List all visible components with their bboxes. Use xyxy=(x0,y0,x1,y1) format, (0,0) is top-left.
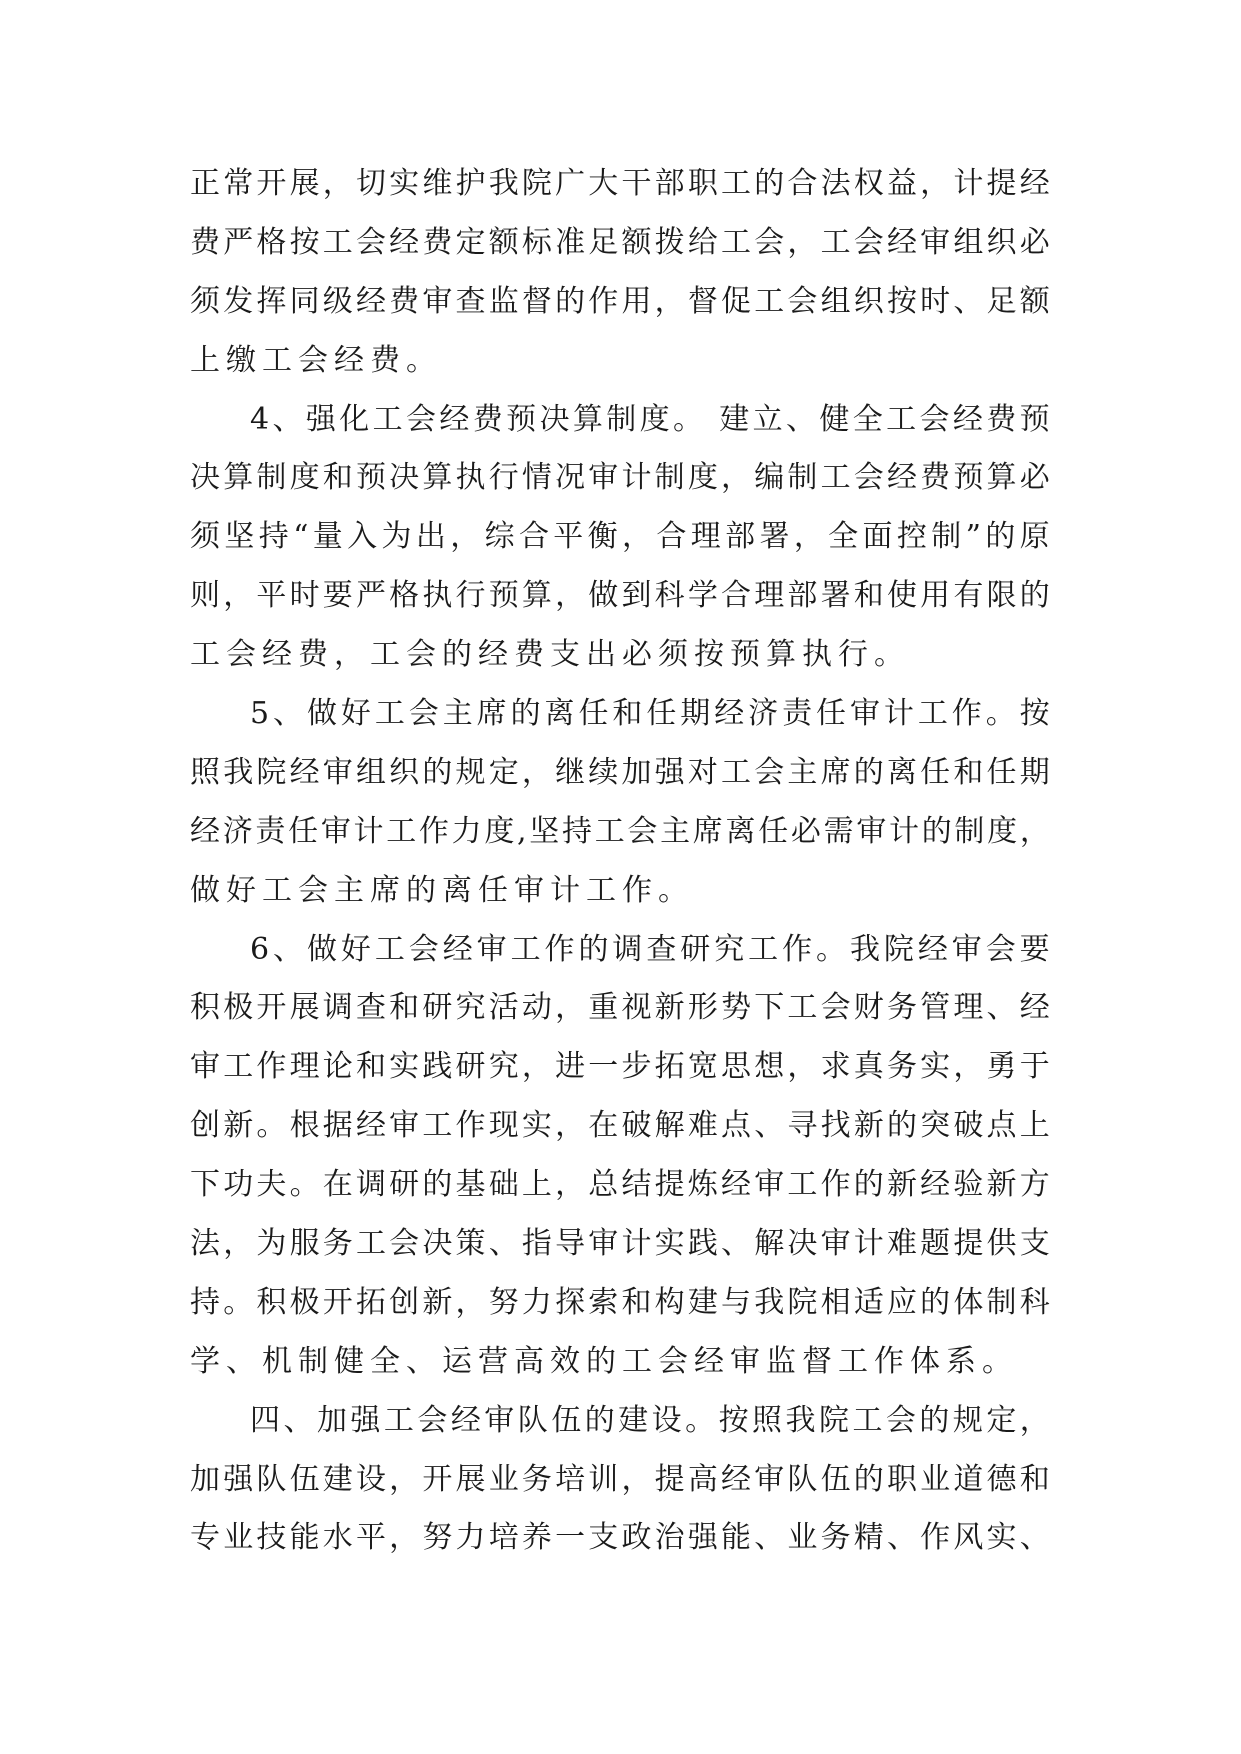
text-line: 费 严 格 按 工 会 经 费 定 额 标 准 足 额 拨 给 工 会 ， 工 会 经 审 组 织 必 xyxy=(190,224,1050,260)
text-line: 正 常 开 展 ， 切 实 维 护 我 院 广 大 干 部 职 工 的 合 法 权 益 ， 计 提 经 xyxy=(190,166,1050,201)
text-line: 决 算 制 度 和 预 决 算 执 行 情 况 审 计 制 度 ， 编 制 工 会 经 费 预 算 必 xyxy=(190,460,1050,496)
text-line: 4 、 强 化 工 会 经 费 预 决 算 制 度 。 建 立 、 健 全 工 会 经 费 预 xyxy=(250,401,1050,437)
text-line: 加 强 队 伍 建 设 ， 开 展 业 务 培 训 ， 提 高 经 审 队 伍 的 职 业 道 德 和 xyxy=(190,1461,1050,1497)
text-line: 6 、 做 好 工 会 经 审 工 作 的 调 查 研 究 工 作 。 我 院 经 审 会 要 xyxy=(250,931,1050,967)
document-body xyxy=(190,155,1050,1568)
text-line: 持 。 积 极 开 拓 创 新 ， 努 力 探 索 和 构 建 与 我 院 相 适 应 的 体 制 科 xyxy=(190,1284,1050,1320)
text-line: 则 ， 平 时 要 严 格 执 行 预 算 ， 做 到 科 学 合 理 部 署 和 使 用 有 限 的 xyxy=(190,578,1050,614)
text-line: 工会经费，工会的经费支出必须按预算执行。 xyxy=(190,637,910,673)
text-line: 照 我 院 经 审 组 织 的 规 定 ， 继 续 加 强 对 工 会 主 席 的 离 任 和 任 期 xyxy=(190,754,1050,790)
text-line: 上缴工会经费。 xyxy=(190,342,442,378)
text-line: 须 坚 持 “ 量 入 为 出 ， 综 合 平 衡 ， 合 理 部 署 ， 全 面 控 制 ” 的 原 xyxy=(190,519,1050,555)
text-line: 专 业 技 能 水 平 ， 努 力 培 养 一 支 政 治 强 能 、 业 务 精 、 作 风 实 、 xyxy=(190,1520,1050,1556)
text-line: 经 济 责 任 审 计 工 作 力 度 , 坚 持 工 会 主 席 离 任 必 需 审 计 的 制 度 ， xyxy=(190,813,1050,849)
text-line: 法 ， 为 服 务 工 会 决 策 、 指 导 审 计 实 践 、 解 决 审 计 难 题 提 供 支 xyxy=(190,1226,1050,1262)
text-line: 须 发 挥 同 级 经 费 审 查 监 督 的 作 用 ， 督 促 工 会 组 织 按 时 、 足 额 xyxy=(190,283,1050,319)
text-line: 四 、 加 强 工 会 经 审 队 伍 的 建 设 。 按 照 我 院 工 会 的 规 定 ， xyxy=(250,1402,1050,1438)
text-line: 做好工会主席的离任审计工作。 xyxy=(190,872,694,908)
text-line: 积 极 开 展 调 查 和 研 究 活 动 ， 重 视 新 形 势 下 工 会 财 务 管 理 、 经 xyxy=(190,990,1050,1026)
text-line: 下 功 夫 。 在 调 研 的 基 础 上 ， 总 结 提 炼 经 审 工 作 的 新 经 验 新 方 xyxy=(190,1167,1050,1203)
text-line: 学、机制健全、运营高效的工会经审监督工作体系。 xyxy=(190,1343,1018,1379)
text-line: 审 工 作 理 论 和 实 践 研 究 ， 进 一 步 拓 宽 思 想 ， 求 真 务 实 ， 勇 于 xyxy=(190,1049,1050,1085)
text-line: 5 、 做 好 工 会 主 席 的 离 任 和 任 期 经 济 责 任 审 计 工 作 。 按 xyxy=(250,696,1050,732)
text-line: 创 新 。 根 据 经 审 工 作 现 实 ， 在 破 解 难 点 、 寻 找 新 的 突 破 点 上 xyxy=(190,1108,1050,1144)
